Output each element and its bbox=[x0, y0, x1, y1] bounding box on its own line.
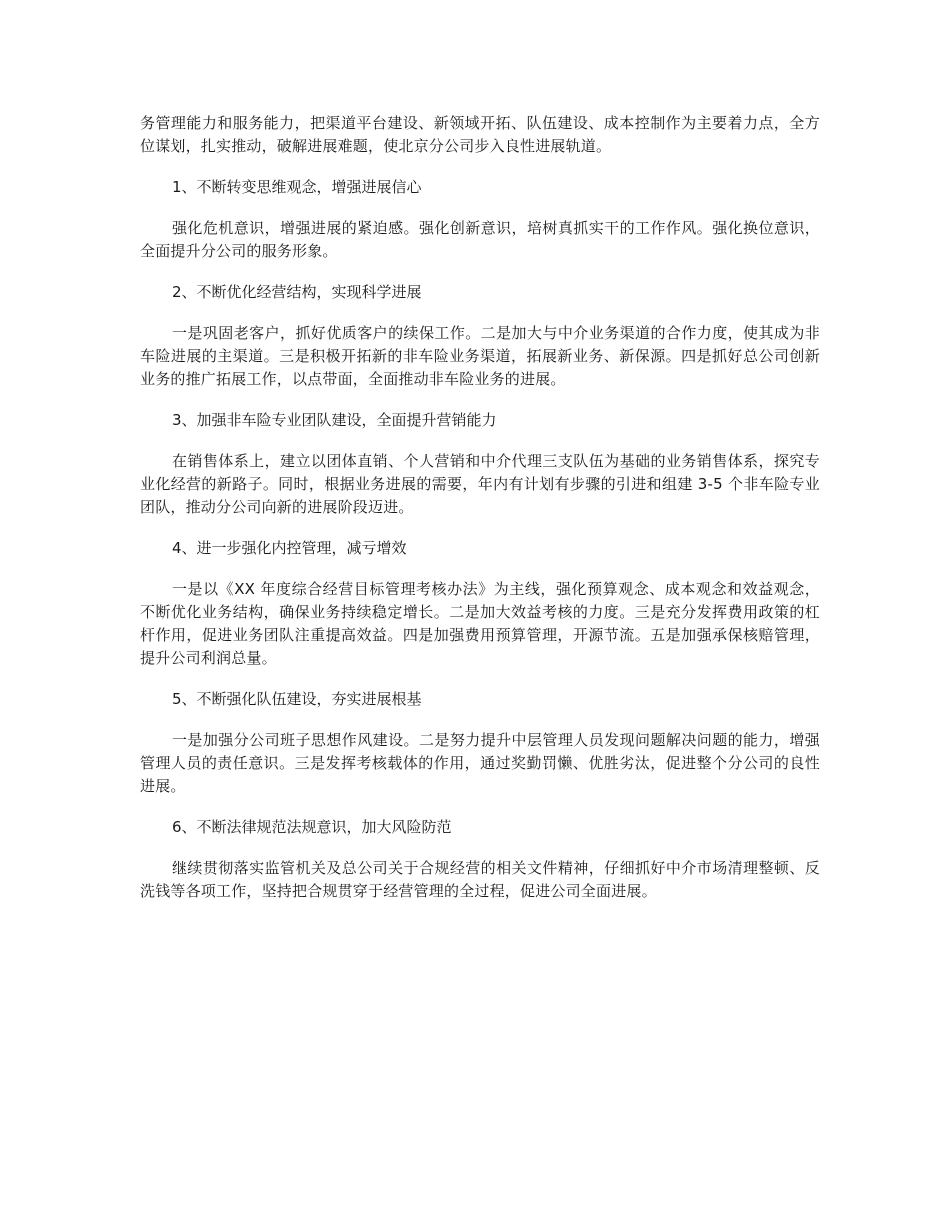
section-body-3: 在销售体系上，建立以团体直销、个人营销和中介代理三支队伍为基础的业务销售体系，探究专业化经营的新路子。同时，根据业务进展的需要，年内有计划有步骤的引进和组建 3-5 个非车险专业团队，推动分公司向新的进展阶段迈进。 bbox=[140, 452, 820, 516]
section-heading-5: 5、不断强化队伍建设，夯实进展根基 bbox=[172, 690, 422, 708]
document-page bbox=[140, 112, 820, 903]
section-heading-6: 6、不断法律规范法规意识，加大风险防范 bbox=[172, 818, 452, 836]
section-body-5: 一是加强分公司班子思想作风建设。二是努力提升中层管理人员发现问题解决问题的能力，增强管理人员的责任意识。三是发挥考核载体的作用，通过奖勤罚懒、优胜劣汰，促进整个分公司的良性进展。 bbox=[140, 731, 820, 795]
section-body-1: 强化危机意识，增强进展的紧迫感。强化创新意识，培树真抓实干的工作作风。强化换位意识，全面提升分公司的服务形象。 bbox=[140, 219, 820, 260]
section-body-6: 继续贯彻落实监管机关及总公司关于合规经营的相关文件精神，仔细抓好中介市场清理整顿、反洗钱等各项工作，坚持把合规贯穿于经营管理的全过程，促进公司全面进展。 bbox=[140, 859, 820, 900]
section-heading-3: 3、加强非车险专业团队建设，全面提升营销能力 bbox=[172, 411, 497, 429]
section-body-4: 一是以《XX 年度综合经营目标管理考核办法》为主线，强化预算观念、成本观念和效益观念，不断优化业务结构，确保业务持续稳定增长。二是加大效益考核的力度。三是充分发挥费用政策的杠杆作用，促进业务团队注重提高效益。四是加强费用预算管理，开源节流。五是加强承保核赔管理，提升公司利润总量。 bbox=[140, 580, 820, 667]
intro-paragraph: 务管理能力和服务能力，把渠道平台建设、新领域开拓、队伍建设、成本控制作为主要着力点，全方位谋划，扎实推动，破解进展难题，使北京分公司步入良性进展轨道。 bbox=[140, 114, 820, 155]
section-heading-4: 4、进一步强化内控管理，减亏增效 bbox=[172, 539, 407, 557]
section-body-2: 一是巩固老客户，抓好优质客户的续保工作。二是加大与中介业务渠道的合作力度，使其成为非车险进展的主渠道。三是积极开拓新的非车险业务渠道，拓展新业务、新保源。四是抓好总公司创新业务的推广拓展工作，以点带面，全面推动非车险业务的进展。 bbox=[140, 324, 820, 388]
section-heading-1: 1、不断转变思维观念，增强进展信心 bbox=[172, 178, 422, 196]
section-heading-2: 2、不断优化经营结构，实现科学进展 bbox=[172, 283, 422, 301]
